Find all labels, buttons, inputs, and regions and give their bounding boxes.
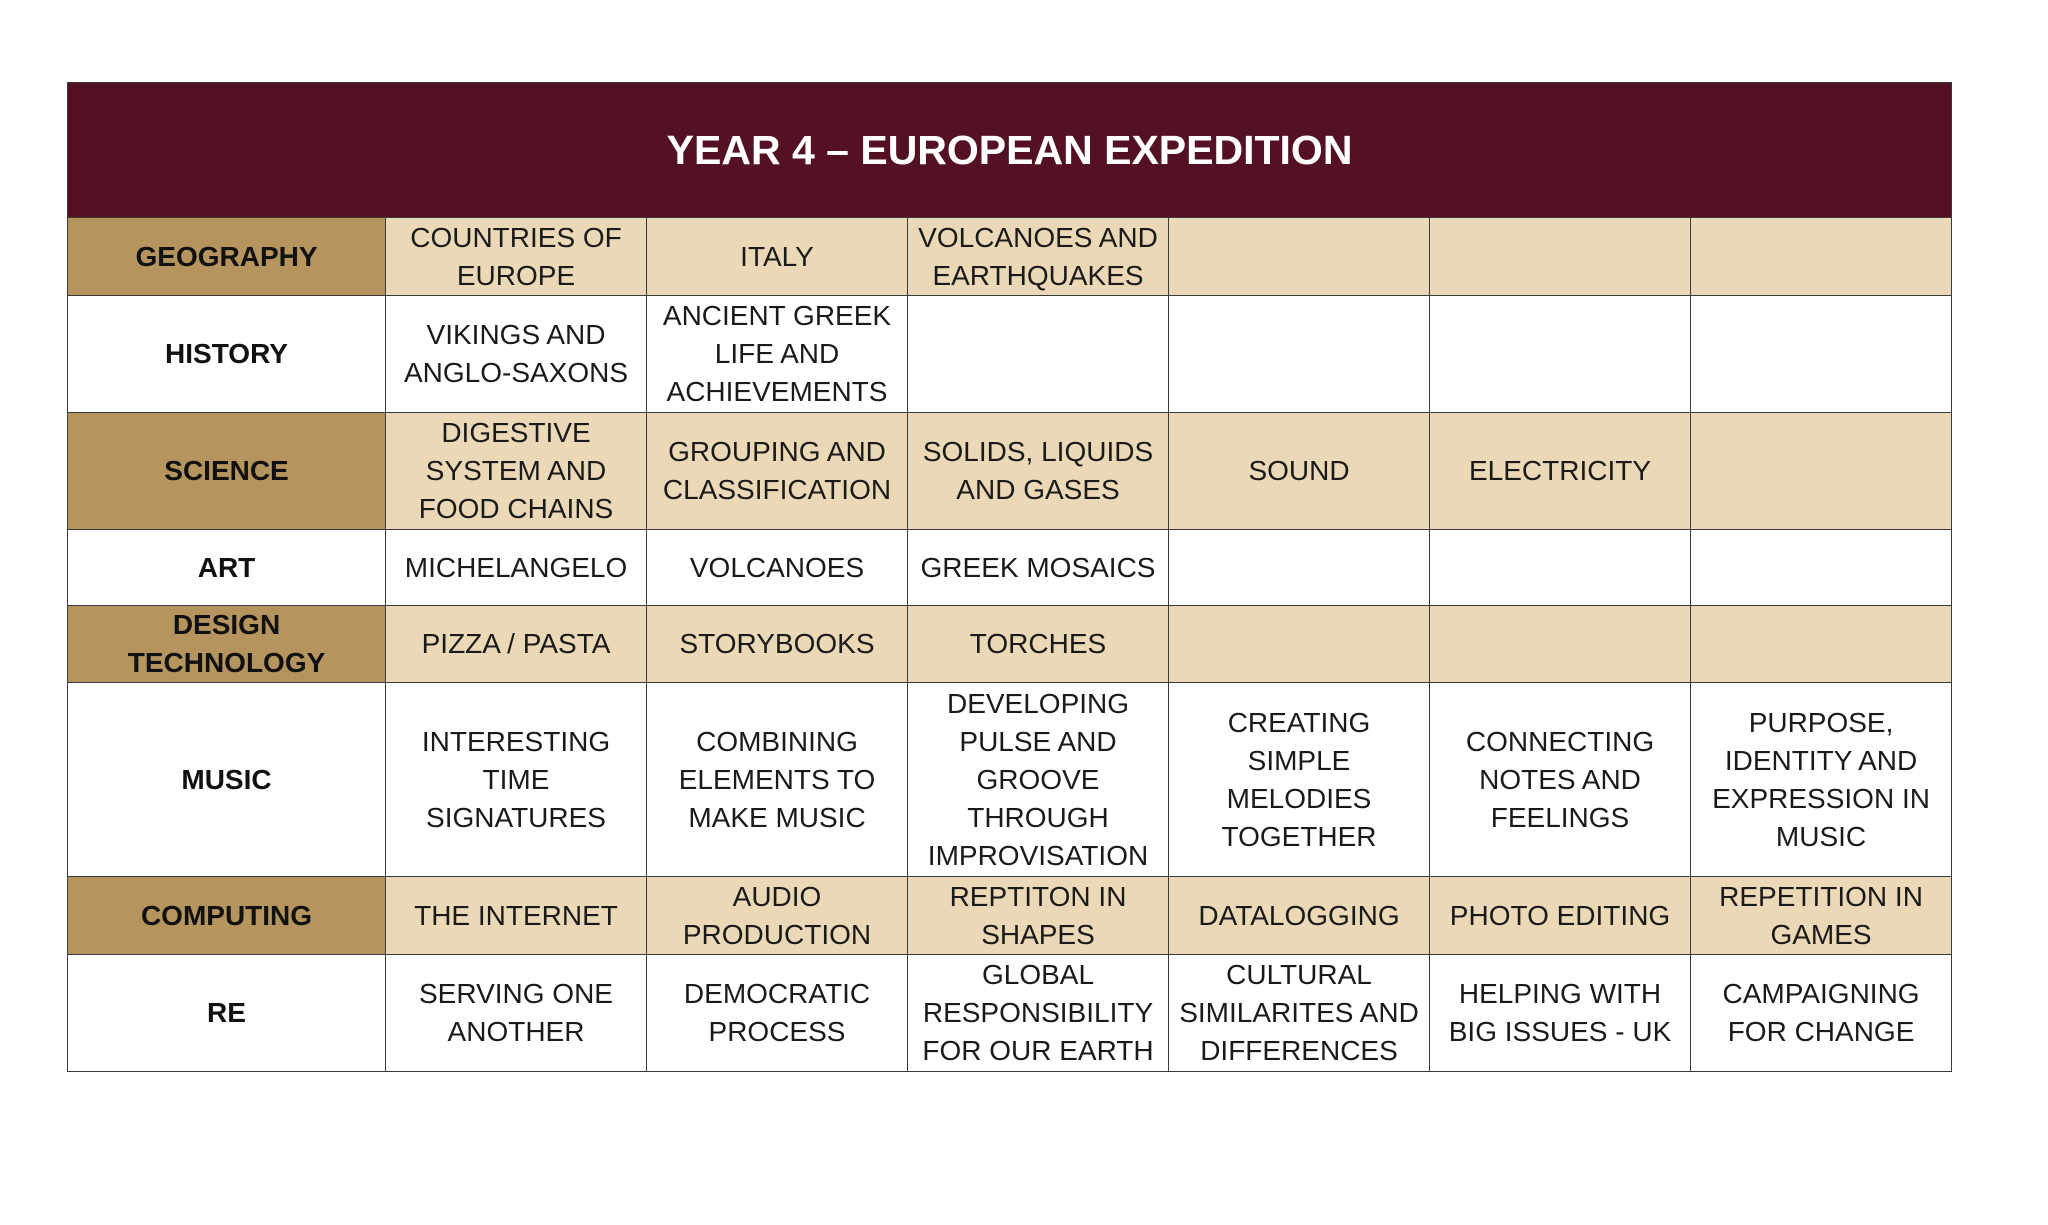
empty-cell [1691, 606, 1952, 683]
table-row-science [68, 413, 1952, 530]
topic-cell: REPETITION IN GAMES [1691, 877, 1952, 955]
table-body [68, 218, 1952, 1072]
empty-cell [1691, 530, 1952, 606]
empty-cell [1169, 530, 1430, 606]
empty-cell [1691, 218, 1952, 296]
subject-label: ART [68, 530, 386, 606]
page-title: YEAR 4 – EUROPEAN EXPEDITION [68, 83, 1952, 218]
topic-cell: GROUPING AND CLASSIFICATION [647, 413, 908, 530]
topic-cell: STORYBOOKS [647, 606, 908, 683]
topic-cell: CONNECTING NOTES AND FEELINGS [1430, 683, 1691, 877]
topic-cell: PIZZA / PASTA [386, 606, 647, 683]
empty-cell [1430, 606, 1691, 683]
topic-cell: DIGESTIVE SYSTEM AND FOOD CHAINS [386, 413, 647, 530]
empty-cell [1430, 296, 1691, 413]
topic-cell: MICHELANGELO [386, 530, 647, 606]
topic-cell: ELECTRICITY [1430, 413, 1691, 530]
topic-cell: DEMOCRATIC PROCESS [647, 955, 908, 1072]
table-row-art [68, 530, 1952, 606]
table-row-re [68, 955, 1952, 1072]
title-row [68, 83, 1952, 218]
subject-label: MUSIC [68, 683, 386, 877]
empty-cell [1430, 218, 1691, 296]
topic-cell: SOLIDS, LIQUIDS AND GASES [908, 413, 1169, 530]
topic-cell: PURPOSE, IDENTITY AND EXPRESSION IN MUSIC [1691, 683, 1952, 877]
topic-cell: GLOBAL RESPONSIBILITY FOR OUR EARTH [908, 955, 1169, 1072]
topic-cell: INTERESTING TIME SIGNATURES [386, 683, 647, 877]
topic-cell: VOLCANOES AND EARTHQUAKES [908, 218, 1169, 296]
table-row-geography [68, 218, 1952, 296]
empty-cell [1169, 296, 1430, 413]
topic-cell: ANCIENT GREEK LIFE AND ACHIEVEMENTS [647, 296, 908, 413]
topic-cell: VIKINGS AND ANGLO-SAXONS [386, 296, 647, 413]
topic-cell: ITALY [647, 218, 908, 296]
topic-cell: VOLCANOES [647, 530, 908, 606]
empty-cell [1691, 296, 1952, 413]
empty-cell [1430, 530, 1691, 606]
empty-cell [1691, 413, 1952, 530]
topic-cell: DATALOGGING [1169, 877, 1430, 955]
topic-cell: CULTURAL SIMILARITES AND DIFFERENCES [1169, 955, 1430, 1072]
table-row-computing [68, 877, 1952, 955]
table-row-history [68, 296, 1952, 413]
table-row-music [68, 683, 1952, 877]
topic-cell: CREATING SIMPLE MELODIES TOGETHER [1169, 683, 1430, 877]
topic-cell: AUDIO PRODUCTION [647, 877, 908, 955]
topic-cell: CAMPAIGNING FOR CHANGE [1691, 955, 1952, 1072]
topic-cell: GREEK MOSAICS [908, 530, 1169, 606]
curriculum-table [67, 82, 1952, 1072]
topic-cell: DEVELOPING PULSE AND GROOVE THROUGH IMPROVISATION [908, 683, 1169, 877]
topic-cell: COMBINING ELEMENTS TO MAKE MUSIC [647, 683, 908, 877]
topic-cell: REPTITON IN SHAPES [908, 877, 1169, 955]
empty-cell [908, 296, 1169, 413]
subject-label: SCIENCE [68, 413, 386, 530]
topic-cell: SOUND [1169, 413, 1430, 530]
subject-label: HISTORY [68, 296, 386, 413]
subject-label: COMPUTING [68, 877, 386, 955]
subject-label: RE [68, 955, 386, 1072]
topic-cell: THE INTERNET [386, 877, 647, 955]
empty-cell [1169, 606, 1430, 683]
topic-cell: HELPING WITH BIG ISSUES - UK [1430, 955, 1691, 1072]
topic-cell: PHOTO EDITING [1430, 877, 1691, 955]
topic-cell: SERVING ONE ANOTHER [386, 955, 647, 1072]
table-row-design-technology [68, 606, 1952, 683]
empty-cell [1169, 218, 1430, 296]
topic-cell: TORCHES [908, 606, 1169, 683]
topic-cell: COUNTRIES OF EUROPE [386, 218, 647, 296]
subject-label: DESIGN TECHNOLOGY [68, 606, 386, 683]
subject-label: GEOGRAPHY [68, 218, 386, 296]
